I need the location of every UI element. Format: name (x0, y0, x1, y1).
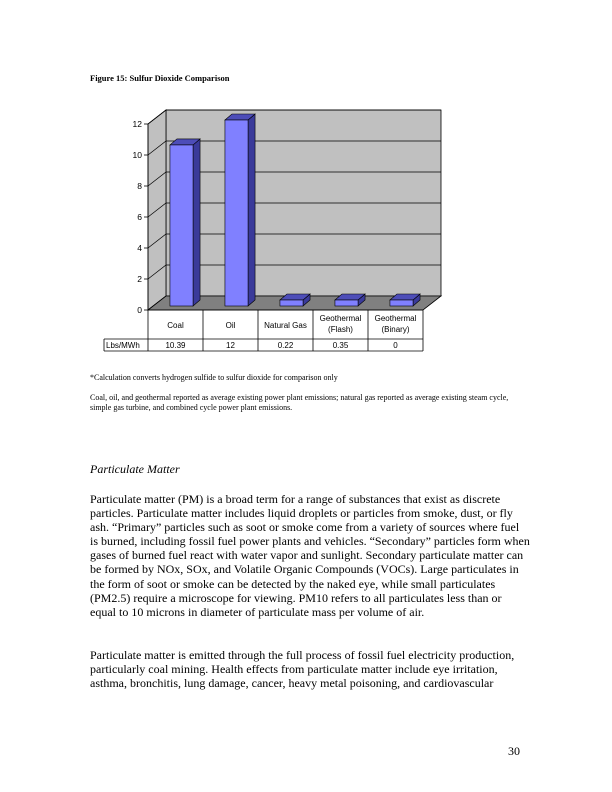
table-category-label: Geothermal (Flash) (319, 314, 362, 334)
chart-y-tick-label: 6 (137, 212, 142, 222)
chart-y-axis (133, 119, 148, 315)
chart-bar-side (193, 139, 200, 306)
table-category-label: Coal (167, 321, 184, 330)
chart-y-tick-label: 2 (137, 274, 142, 284)
table-category-label: Geothermal (Binary) (374, 314, 417, 334)
figure-title: Figure 15: Sulfur Dioxide Comparison (90, 73, 230, 83)
chart-y-tick-label: 12 (132, 119, 142, 129)
chart-y-tick-label: 0 (137, 305, 142, 315)
chart-bar (280, 294, 310, 306)
table-value-cell: 0.22 (277, 341, 294, 350)
chart-bar-front (280, 300, 303, 306)
chart-y-tick-label: 4 (137, 243, 142, 253)
page-number: 30 (508, 744, 520, 758)
chart-bar-front (170, 145, 193, 306)
chart-y-tick-label: 8 (137, 181, 142, 191)
chart-y-tick-label: 10 (132, 150, 142, 160)
table-value-cell: 12 (226, 341, 235, 350)
calculation-note: *Calculation converts hydrogen sulfide to sulfur dioxide for comparison only (90, 373, 338, 382)
section-heading: Particulate Matter (90, 462, 180, 476)
table-value-cell: 10.39 (165, 341, 186, 350)
chart-bar (335, 294, 365, 306)
chart-bar (390, 294, 420, 306)
table-series-label: Lbs/MWh (106, 341, 140, 350)
chart-bar-front (390, 300, 413, 306)
paragraph-particulate-definition: Particulate matter (PM) is a broad term for a range of substances that exist as discrete particles. Particulate matter includes liquid droplets or particles from smoke, dust, or fly ash. “Primary” particles such as soot or smoke come from a variety of sources where fuel is burned, including fossil fuel power plants and vehicles. “Secondary” particles form when gases of burned fuel react with water vapor and sunlight. Secondary particulate matter can be formed by NOx, SOx, and Volatile Organic Compounds (VOCs). Large particulates in the form of soot or smoke can be detected by the naked eye, while small particulates (PM2.5) require a microscope for viewing. PM10 refers to all particulates less than or equal to 10 microns in diameter of particulate mass per volume of air. (90, 492, 530, 619)
source-note: Coal, oil, and geothermal reported as average existing power plant emissions; natural gas reported as average existing steam cycle, simple gas turbine, and combined cycle power plant emissions. (90, 393, 509, 412)
sulfur-dioxide-chart (0, 0, 612, 360)
table-category-label: Natural Gas (264, 321, 307, 330)
chart-bar-front (225, 120, 248, 306)
paragraph-particulate-emissions: Particulate matter is emitted through the full process of fossil fuel electricity production, particularly coal mining. Health effects from particulate matter include eye irritation, asthma, bronchitis, lung damage, cancer, heavy metal poisoning, and cardiovascular (90, 648, 515, 691)
chart-bar-side (248, 114, 255, 306)
table-category-label: Oil (225, 321, 236, 330)
table-value-cell: 0 (393, 341, 398, 350)
table-value-cell: 0.35 (332, 341, 349, 350)
chart-bar (170, 139, 200, 306)
chart-data-table (104, 310, 423, 351)
chart-bar (225, 114, 255, 306)
chart-bar-front (335, 300, 358, 306)
